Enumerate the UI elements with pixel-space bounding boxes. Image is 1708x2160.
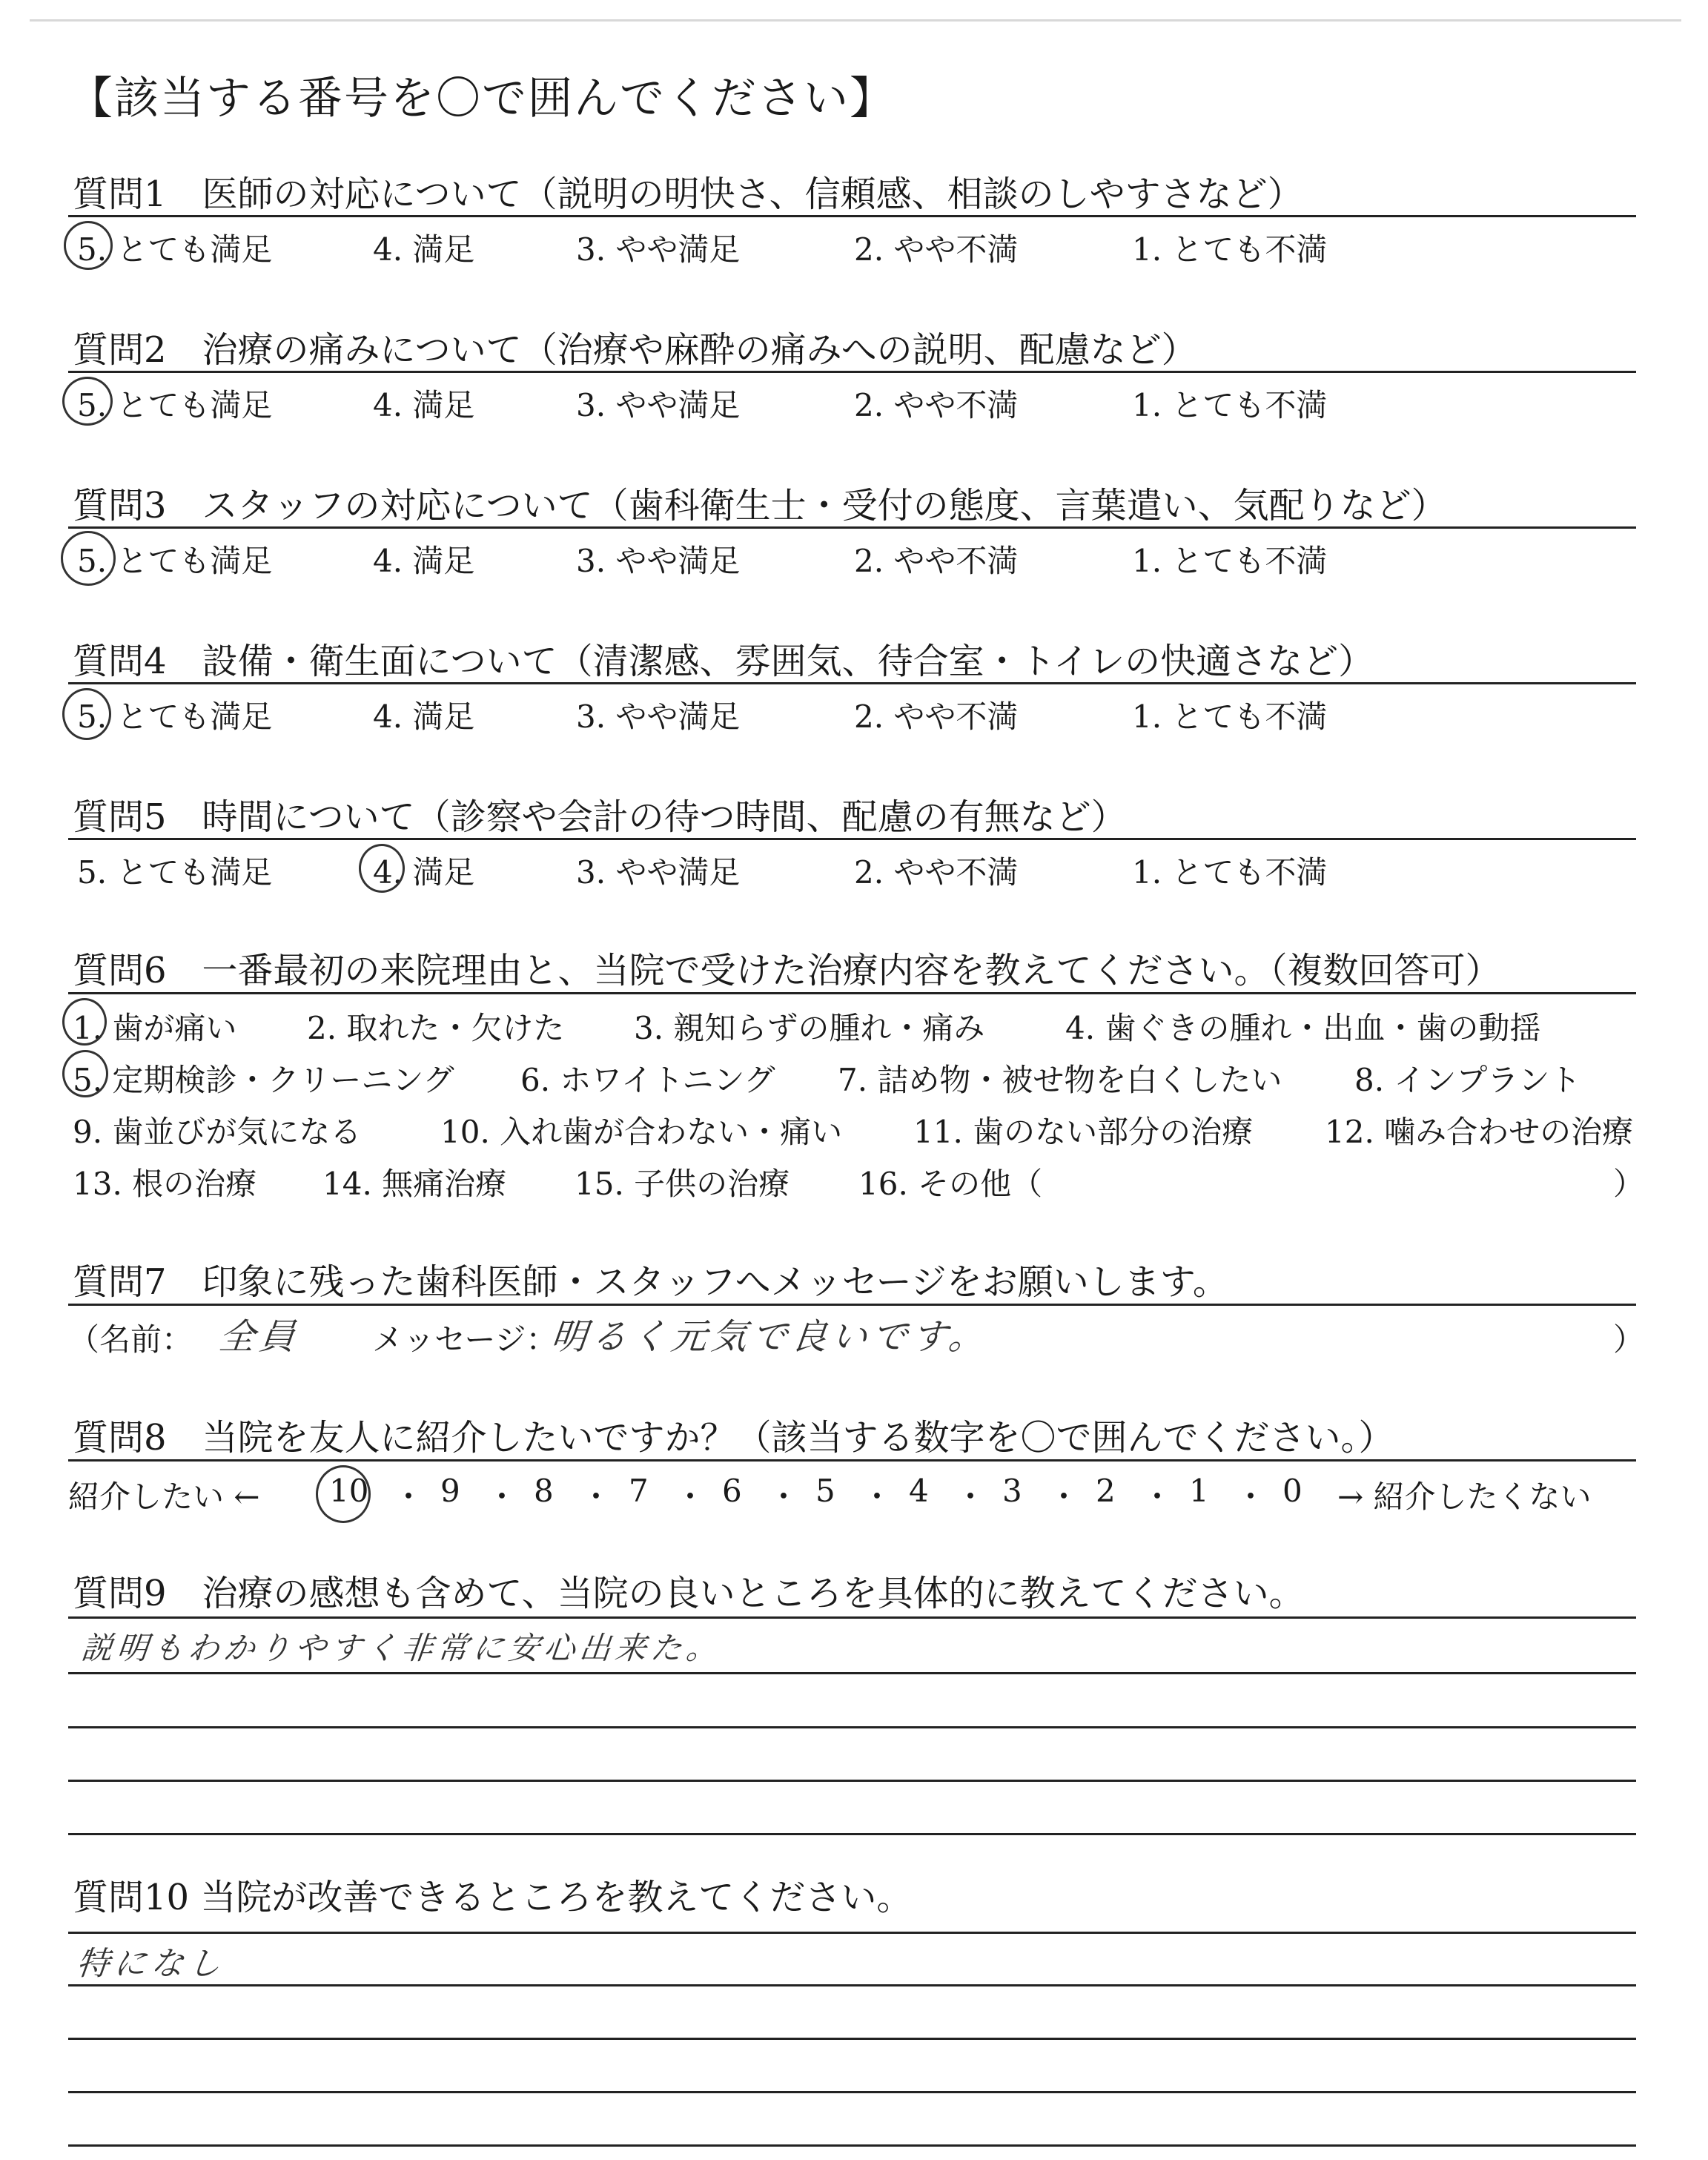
q5-option-3[interactable]: 3. やや満足 [576,854,741,891]
q8-selection-circle [316,1465,371,1523]
q6-option-13[interactable]: 13. 根の治療 [73,1166,257,1202]
q6-option-8[interactable]: 8. インプラント [1354,1062,1581,1098]
question-2-title: 質問2 治療の痛みについて（治療や麻酔の痛みへの説明、配慮など） [73,329,1197,371]
q9-line-5 [68,1833,1636,1835]
q1-option-1[interactable]: 1. とても不満 [1132,231,1328,268]
q3-option-1[interactable]: 1. とても不満 [1132,543,1328,579]
q8-scale-8[interactable]: 8 [534,1473,554,1509]
q6-option-12[interactable]: 12. 噛み合わせの治療 [1325,1114,1634,1150]
q2-option-4[interactable]: 4. 満足 [373,387,475,423]
question-1-title: 質問1 医師の対応について（説明の明快さ、信頼感、相談のしやすさなど） [73,174,1303,215]
question-7-title: 質問7 印象に残った歯科医師・スタッフへメッセージをお願いします。 [73,1261,1228,1303]
question-6-title: 質問6 一番最初の来院理由と、当院で受けた治療内容を教えてください。（複数回答可） [73,950,1501,991]
q9-line-1 [68,1616,1636,1619]
q1-option-2[interactable]: 2. やや不満 [854,231,1019,268]
q8-dot: ・ [955,1479,987,1515]
q10-line-4 [68,2091,1636,2093]
q10-line-3 [68,2038,1636,2040]
q2-option-1[interactable]: 1. とても不満 [1132,387,1328,423]
q6-option-16[interactable]: 16. その他（ [858,1166,1043,1202]
q8-scale-6[interactable]: 6 [722,1473,742,1509]
q1-selection-circle [64,221,113,270]
question-3-rule [68,526,1636,529]
question-8-title: 質問8 当院を友人に紹介したいですか？（該当する数字を〇で囲んでください。） [73,1417,1394,1459]
q10-line-1 [68,1932,1636,1934]
q2-selection-circle [62,377,113,426]
q8-scale-3[interactable]: 3 [1002,1473,1022,1509]
q10-line-2 [68,1984,1636,1986]
q8-dot: ・ [486,1479,518,1515]
form-heading: 【該当する番号を〇で囲んでください】 [68,73,896,125]
q5-option-1[interactable]: 1. とても不満 [1132,854,1328,891]
q6-option-9[interactable]: 9. 歯並びが気になる [73,1114,362,1150]
q8-dot: ・ [675,1479,706,1515]
q7-message-handwritten[interactable]: 明るく元気で良いです。 [549,1316,991,1358]
question-3-title: 質問3 スタッフの対応について（歯科衛生士・受付の態度、言葉遣い、気配りなど） [73,485,1447,526]
q5-option-4[interactable]: 4. 満足 [373,854,475,891]
q8-scale-5[interactable]: 5 [815,1473,835,1509]
q9-line-2 [68,1672,1636,1674]
q2-option-5[interactable]: 5. とても満足 [77,387,273,423]
q3-option-4[interactable]: 4. 満足 [373,543,475,579]
q7-message-label: メッセージ： [372,1321,557,1358]
q8-dot: ・ [1235,1479,1267,1515]
q5-option-2[interactable]: 2. やや不満 [854,854,1019,891]
page-top-edge [30,19,1681,22]
question-7-rule [68,1304,1636,1306]
q8-dot: ・ [1142,1479,1174,1515]
q6-option-10[interactable]: 10. 入れ歯が合わない・痛い [440,1114,843,1150]
q4-option-2[interactable]: 2. やや不満 [854,698,1019,735]
q4-selection-circle [62,688,111,740]
q8-dot: ・ [580,1479,612,1515]
question-4-rule [68,682,1636,684]
q6-other-close-paren: ） [1613,1166,1645,1202]
q4-option-3[interactable]: 3. やや満足 [576,698,741,735]
q6-option-6[interactable]: 6. ホワイトニング [520,1062,775,1098]
question-9-title: 質問9 治療の感想も含めて、当院の良いところを具体的に教えてください。 [73,1573,1305,1614]
q3-option-5[interactable]: 5. とても満足 [77,543,273,579]
q5-option-5[interactable]: 5. とても満足 [77,854,273,891]
q8-scale-10[interactable]: 10 [329,1473,369,1509]
q6-option-3[interactable]: 3. 親知らずの腫れ・痛み [634,1010,985,1046]
question-8-rule [68,1459,1636,1462]
q8-scale-7[interactable]: 7 [629,1473,649,1509]
q8-scale-4[interactable]: 4 [909,1473,929,1509]
q10-answer-handwritten[interactable]: 特になし [74,1945,228,1983]
q3-option-2[interactable]: 2. やや不満 [854,543,1019,579]
q4-option-5[interactable]: 5. とても満足 [77,698,273,735]
q6-option-15[interactable]: 15. 子供の治療 [575,1166,790,1202]
question-5-title: 質問5 時間について（診察や会計の待つ時間、配慮の有無など） [73,796,1127,838]
q8-scale-1[interactable]: 1 [1189,1473,1209,1509]
q8-scale-9[interactable]: 9 [440,1473,460,1509]
q6-selection-circle-5 [62,1050,108,1097]
q9-line-3 [68,1726,1636,1728]
q7-name-label: （名前： [68,1321,193,1358]
q6-option-7[interactable]: 7. 詰め物・被せ物を白くしたい [838,1062,1282,1098]
q8-dot: ・ [768,1479,800,1515]
question-10-title: 質問10 当院が改善できるところを教えてください。 [73,1877,913,1918]
question-2-rule [68,371,1636,373]
q3-selection-circle [61,531,116,586]
q6-option-11[interactable]: 11. 歯のない部分の治療 [913,1114,1254,1150]
question-6-rule [68,992,1636,994]
q6-option-1[interactable]: 1. 歯が痛い [73,1010,237,1046]
q6-option-4[interactable]: 4. 歯ぐきの腫れ・出血・歯の動揺 [1065,1010,1541,1046]
q8-scale-2[interactable]: 2 [1096,1473,1116,1509]
q2-option-2[interactable]: 2. やや不満 [854,387,1019,423]
q1-option-5[interactable]: 5. とても満足 [77,231,273,268]
q7-close-paren: ） [1613,1321,1645,1358]
q8-right-label: → 紹介したくない [1337,1479,1592,1515]
q8-dot: ・ [861,1479,893,1515]
q1-option-3[interactable]: 3. やや満足 [576,231,741,268]
question-4-title: 質問4 設備・衛生面について（清潔感、雰囲気、待合室・トイレの快適さなど） [73,641,1374,682]
q8-left-label: 紹介したい ← [68,1479,260,1515]
question-1-rule [68,215,1636,217]
q9-line-4 [68,1780,1636,1782]
question-5-rule [68,838,1636,840]
q7-name-handwritten[interactable]: 全員 [216,1316,302,1358]
q1-option-4[interactable]: 4. 満足 [373,231,475,268]
q6-selection-circle-1 [62,998,107,1046]
q10-line-5 [68,2144,1636,2147]
q6-option-14[interactable]: 14. 無痛治療 [322,1166,507,1202]
q8-dot: ・ [393,1479,425,1515]
q4-option-1[interactable]: 1. とても不満 [1132,698,1328,735]
q6-option-2[interactable]: 2. 取れた・欠けた [307,1010,565,1046]
q2-option-3[interactable]: 3. やや満足 [576,387,741,423]
q6-option-5[interactable]: 5. 定期検診・クリーニング [73,1062,454,1098]
q3-option-3[interactable]: 3. やや満足 [576,543,741,579]
q4-option-4[interactable]: 4. 満足 [373,698,475,735]
q8-dot: ・ [1048,1479,1080,1515]
q9-answer-handwritten[interactable]: 説明もわかりやすく非常に安心出来た。 [79,1630,724,1666]
q8-scale-0[interactable]: 0 [1282,1473,1302,1509]
q5-selection-circle [359,844,405,893]
